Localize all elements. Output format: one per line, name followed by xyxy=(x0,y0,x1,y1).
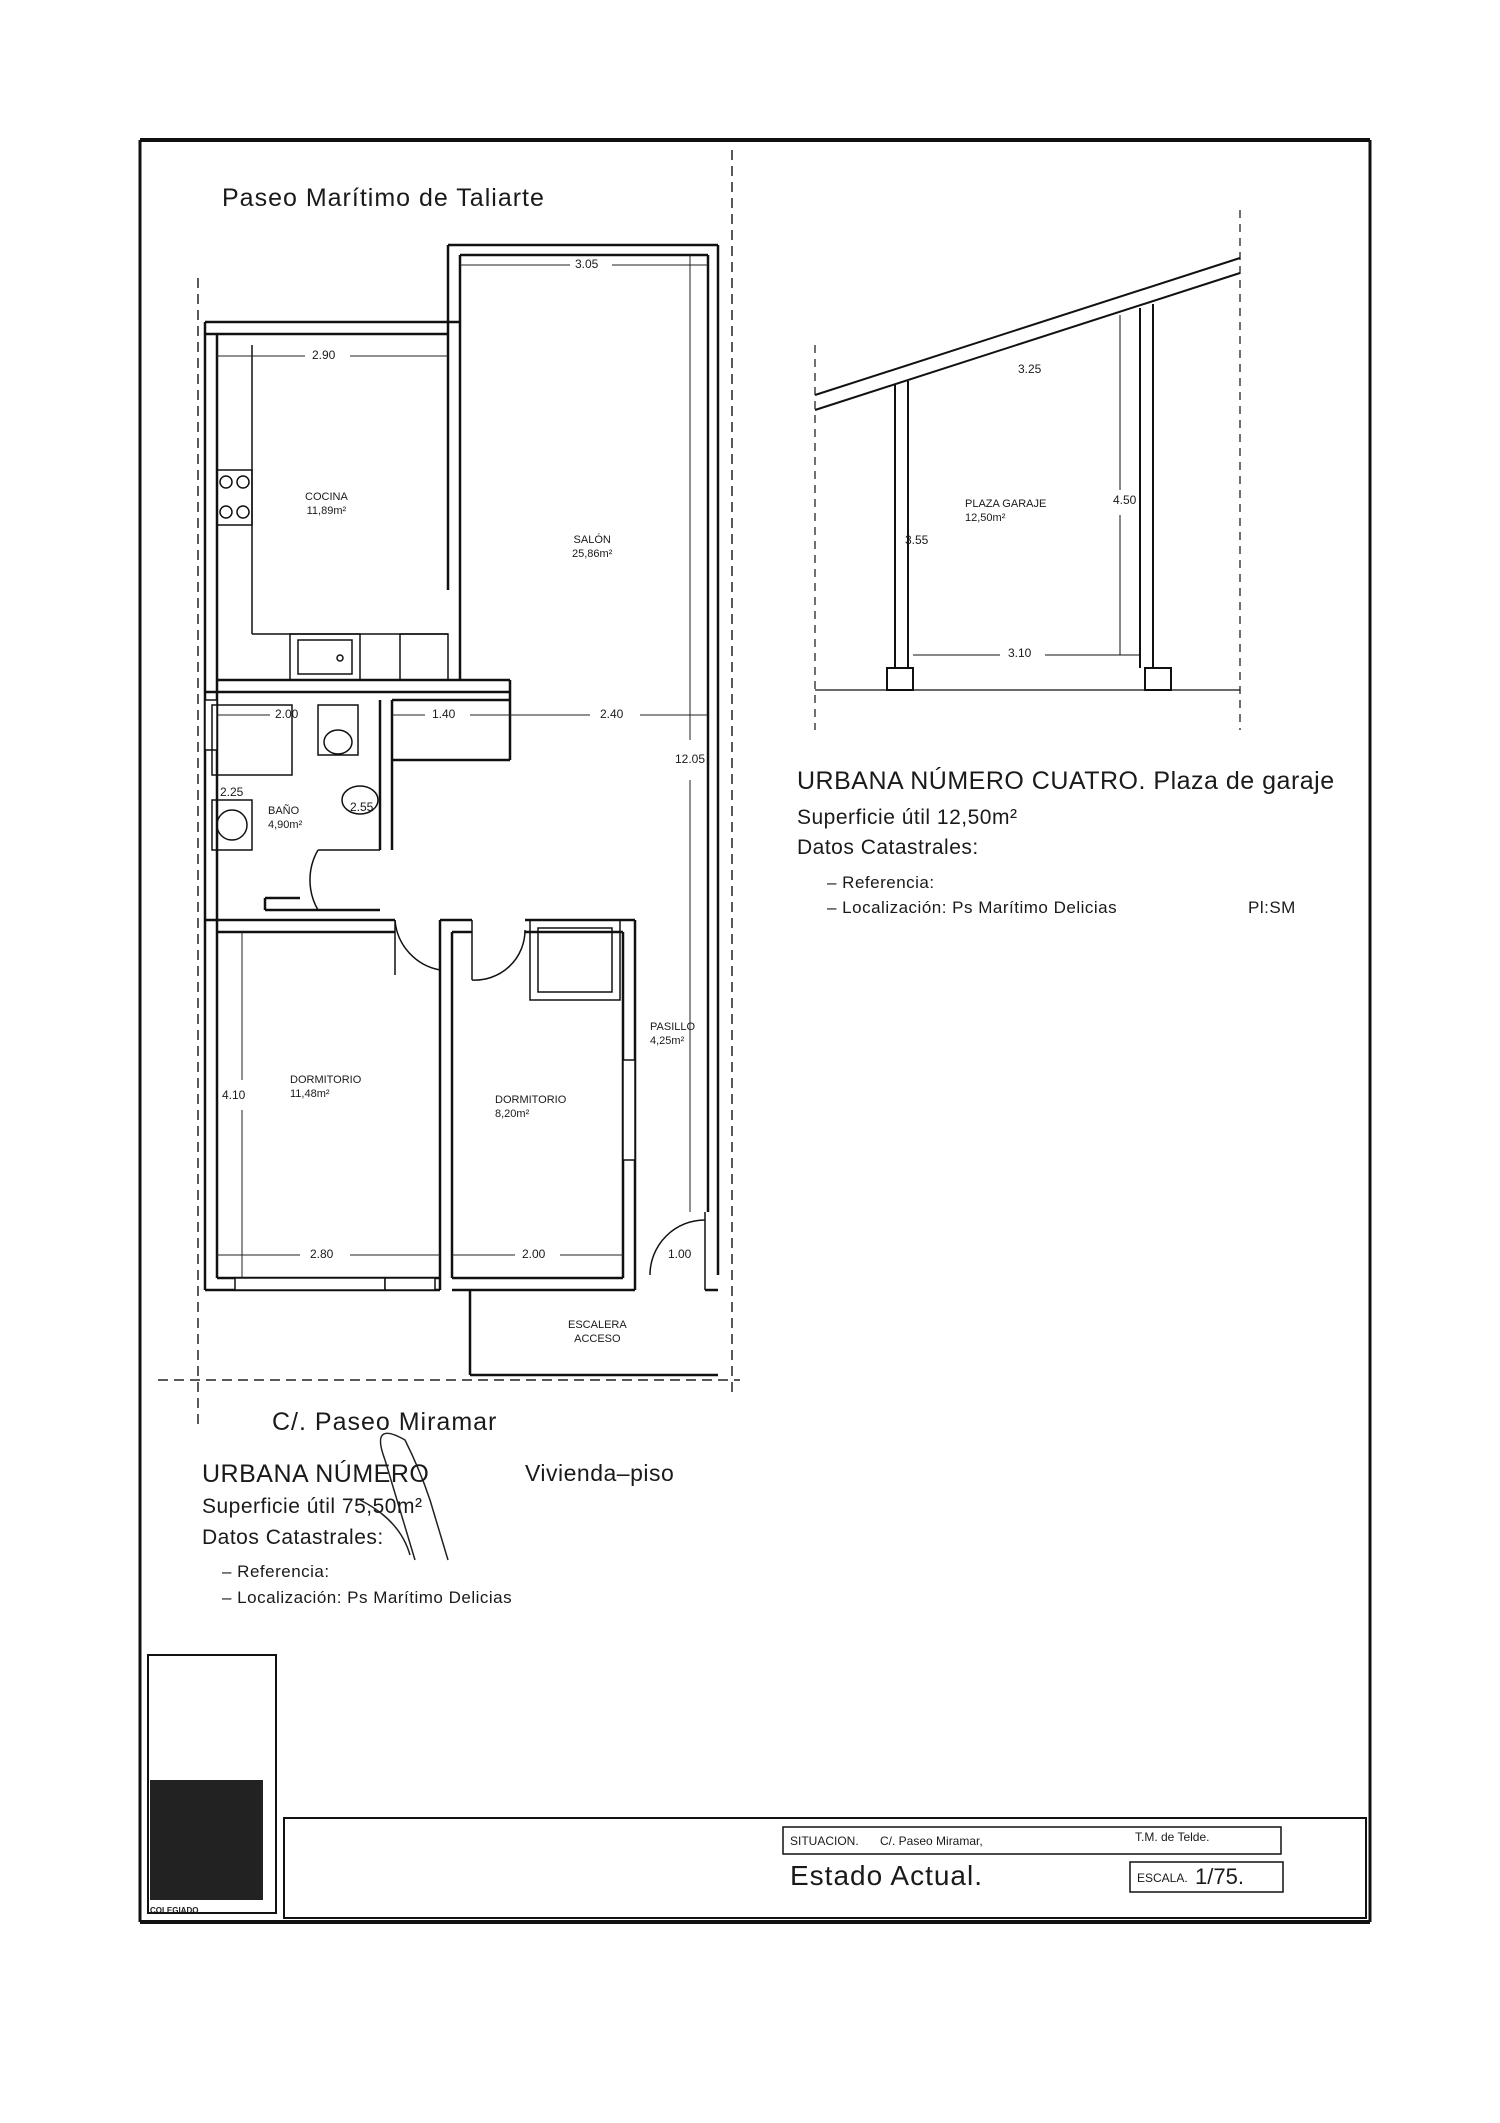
dim-1-00: 1.00 xyxy=(668,1247,692,1261)
room-escalera-name: ESCALERA xyxy=(568,1319,627,1331)
dim-2-00-bath: 2.00 xyxy=(275,707,299,721)
garage-block-referencia: – Referencia: xyxy=(827,873,935,892)
room-salon-area: 25,86m² xyxy=(572,548,613,560)
room-dormitorio-2 xyxy=(495,1093,566,1121)
vivienda-block-tipo: Vivienda–piso xyxy=(525,1460,675,1486)
room-pasillo-area: 4,25m² xyxy=(650,1035,685,1047)
garage-dim-4-50: 4.50 xyxy=(1113,493,1137,507)
room-salon-name: SALÓN xyxy=(573,534,611,546)
room-dormitorio-2-name: DORMITORIO xyxy=(495,1094,567,1106)
garage-block-superficie: Superficie útil 12,50m² xyxy=(797,806,1018,829)
vivienda-block-localizacion: – Localización: Ps Marítimo Delicias xyxy=(222,1588,513,1607)
garage-dim-3-10: 3.10 xyxy=(1008,646,1032,660)
dim-2-90: 2.90 xyxy=(312,348,336,362)
room-pasillo-name: PASILLO xyxy=(650,1021,696,1033)
room-cocina xyxy=(305,490,348,518)
room-dormitorio-1 xyxy=(290,1073,361,1101)
room-bano xyxy=(268,804,302,832)
room-cocina-area: 11,89m² xyxy=(306,505,347,517)
dim-1-40: 1.40 xyxy=(432,707,456,721)
garage-label xyxy=(965,497,1046,525)
title-situacion-value: C/. Paseo Miramar, xyxy=(880,1834,983,1848)
room-bano-name: BAÑO xyxy=(268,805,300,817)
room-pasillo xyxy=(650,1020,695,1048)
title-escala-value: 1/75. xyxy=(1195,1864,1244,1889)
garage-block-title: URBANA NÚMERO CUATRO. Plaza de garaje xyxy=(797,767,1335,795)
garage-block-localizacion: – Localización: Ps Marítimo Delicias xyxy=(827,898,1118,917)
room-escalera xyxy=(568,1318,627,1346)
dim-12-05: 12.05 xyxy=(675,752,706,766)
room-dormitorio-1-area: 11,48m² xyxy=(290,1088,330,1100)
dim-2-40: 2.40 xyxy=(600,707,624,721)
vivienda-block-referencia: – Referencia: xyxy=(222,1562,330,1581)
garage-area: 12,50m² xyxy=(965,512,1006,524)
room-salon xyxy=(572,533,612,561)
room-dormitorio-2-area: 8,20m² xyxy=(495,1108,530,1120)
title-municipio: T.M. de Telde. xyxy=(1135,1830,1210,1844)
vivienda-block-title: URBANA NÚMERO xyxy=(202,1460,430,1488)
street-top-label: Paseo Marítimo de Taliarte xyxy=(222,184,545,212)
street-bottom-label: C/. Paseo Miramar xyxy=(272,1408,498,1436)
title-colegiado: COLEGIADO xyxy=(150,1906,199,1915)
vivienda-block-datos: Datos Catastrales: xyxy=(202,1526,384,1549)
dim-2-00-bed: 2.00 xyxy=(522,1247,546,1261)
dim-2-80: 2.80 xyxy=(310,1247,334,1261)
room-dormitorio-1-name: DORMITORIO xyxy=(290,1074,362,1086)
vivienda-block-superficie: Superficie útil 75,50m² xyxy=(202,1495,423,1518)
dim-2-25: 2.25 xyxy=(220,785,244,799)
room-escalera-sub: ACCESO xyxy=(574,1333,621,1345)
garage-block-pl: Pl:SM xyxy=(1248,898,1296,917)
dim-2-55: 2.55 xyxy=(350,800,374,814)
dim-3-05: 3.05 xyxy=(575,257,599,271)
garage-dim-3-55: 3.55 xyxy=(905,533,929,547)
garage-name: PLAZA GARAJE xyxy=(965,498,1047,510)
sheet-frame xyxy=(140,140,1370,1922)
title-escala-label: ESCALA. xyxy=(1137,1871,1188,1885)
room-bano-area: 4,90m² xyxy=(268,819,303,831)
garage-dim-3-25: 3.25 xyxy=(1018,362,1042,376)
title-estado: Estado Actual. xyxy=(790,1860,984,1891)
dim-4-10: 4.10 xyxy=(222,1088,246,1102)
windows xyxy=(205,700,635,1290)
title-situacion-label: SITUACION. xyxy=(790,1834,859,1848)
room-cocina-name: COCINA xyxy=(305,491,348,503)
garage-block-datos: Datos Catastrales: xyxy=(797,836,979,859)
